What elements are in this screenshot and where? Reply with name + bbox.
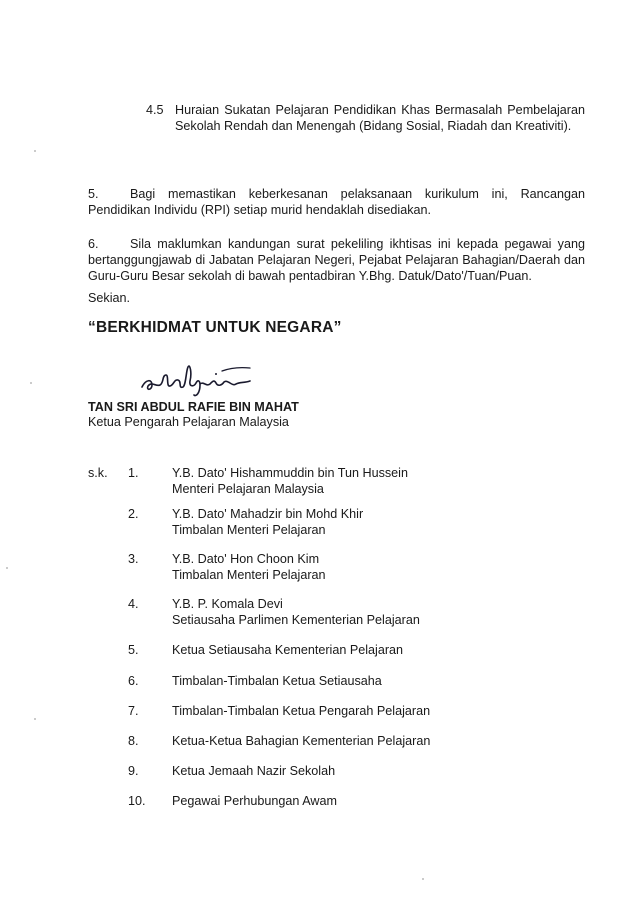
cc-number: 7. [128,704,139,718]
cc-item [172,506,592,538]
cc-number: 2. [128,507,139,521]
signatory-title: Ketua Pengarah Pelajaran Malaysia [88,415,289,429]
cc-number: 9. [128,764,139,778]
cc-line1: Y.B. Dato' Hon Choon Kim [172,552,320,566]
signatory-name: TAN SRI ABDUL RAFIE BIN MAHAT [88,400,299,414]
cc-number: 10. [128,794,146,808]
closing-text: Sekian. [88,291,131,305]
cc-line2: Timbalan Menteri Pelajaran [172,523,326,537]
cc-item: Ketua Setiausaha Kementerian Pelajaran [172,643,404,657]
cc-item [172,465,592,497]
cc-item [172,596,592,628]
cc-number: 4. [128,597,139,611]
scan-speck [34,150,36,152]
cc-line2: Setiausaha Parlimen Kementerian Pelajaran [172,613,420,627]
cc-number: 3. [128,552,139,566]
cc-item [172,551,592,583]
paragraph-6 [88,236,585,284]
handwritten-signature [136,357,256,399]
cc-number: 6. [128,674,139,688]
paragraph-number: 6. [88,237,99,251]
cc-number: 1. [128,466,139,480]
cc-number: 5. [128,643,139,657]
scan-speck [422,878,424,880]
cc-item: Timbalan-Timbalan Ketua Pengarah Pelajaran [172,704,431,718]
cc-label: s.k. [88,466,108,480]
cc-line2: Timbalan Menteri Pelajaran [172,568,326,582]
cc-item: Timbalan-Timbalan Ketua Setiausaha [172,674,382,688]
cc-item: Ketua-Ketua Bahagian Kementerian Pelajaran [172,734,431,748]
motto: “BERKHIDMAT UNTUK NEGARA” [88,319,342,336]
paragraph-text: Sila maklumkan kandungan surat pekeliling ikhtisas ini kepada pegawai yang bertanggungjawab di Jabatan Pelajaran Negeri, Pejabat Pelajaran Bahagian/Daerah dan Guru-Guru Besar sekolah di bawah pentadbiran Y.Bhg. Datuk/Dato'/Tuan/Puan. [88,237,585,283]
scan-speck [30,382,32,384]
paragraph-text: Bagi memastikan keberkesanan pelaksanaan kurikulum ini, Rancangan Pendidikan Individu (RPI) setiap murid hendaklah disediakan. [88,187,585,217]
scan-speck [34,718,36,720]
paragraph-number: 5. [88,187,99,201]
cc-number: 8. [128,734,139,748]
section-number: 4.5 [146,103,164,117]
section-text: Huraian Sukatan Pelajaran Pendidikan Khas Bermasalah Pembelajaran Sekolah Rendah dan Menengah (Bidang Sosial, Riadah dan Kreativiti). [175,103,585,133]
cc-item: Pegawai Perhubungan Awam [172,794,338,808]
scan-speck [6,567,8,569]
cc-line1: Y.B. Dato' Mahadzir bin Mohd Khir [172,507,364,521]
paragraph-5 [88,186,585,218]
cc-line1: Y.B. P. Komala Devi [172,597,283,611]
cc-line1: Y.B. Dato' Hishammuddin bin Tun Hussein [172,466,408,480]
cc-line2: Menteri Pelajaran Malaysia [172,482,324,496]
cc-item: Ketua Jemaah Nazir Sekolah [172,764,336,778]
